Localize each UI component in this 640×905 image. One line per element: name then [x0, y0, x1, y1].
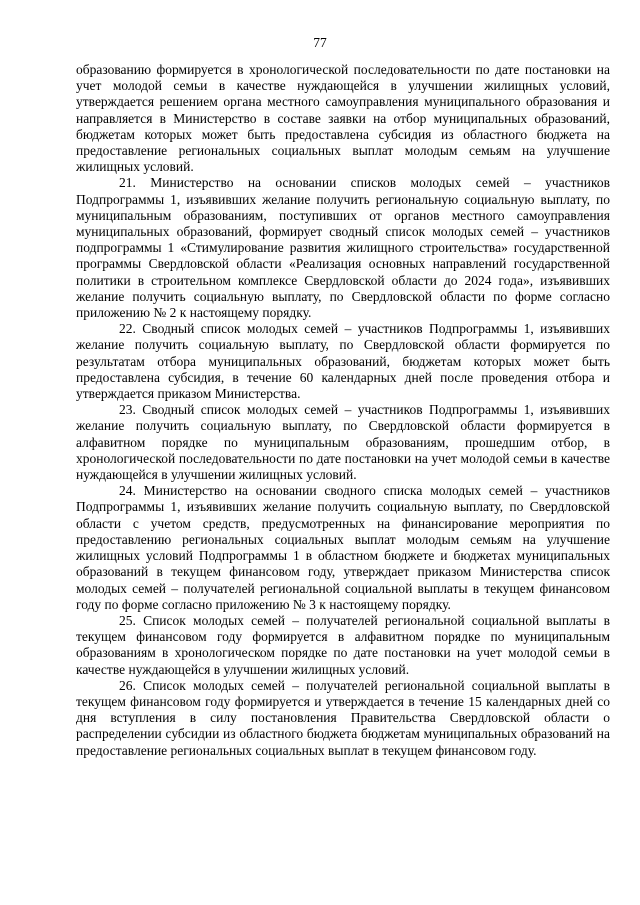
document-body	[76, 62, 610, 759]
paragraph-24: 24. Министерство на основании сводного списка молодых семей – участников Подпрограммы 1, изъявивших желание получить социальную выплату, по Свердловской области с учетом средств, предусмотренных на финансирование мероприятия по предоставлению региональных социальных выплат молодым семьям на улучшение жилищных условий Подпрограммы 1 в областном бюджете и бюджетах муниципальных образований в текущем финансовом году, утверждает приказом Министерства список молодых семей – получателей региональной социальной выплаты в текущем финансовом году по форме согласно приложению № 3 к настоящему порядку.	[76, 483, 610, 612]
paragraph-25: 25. Список молодых семей – получателей региональной социальной выплаты в текущем финансовом году формируется в алфавитном порядке по муниципальным образованиям в хронологическом порядке по дате постановки на учет молодой семьи в качестве нуждающейся в улучшении жилищных условий.	[76, 612, 610, 677]
paragraph-21: 21. Министерство на основании списков молодых семей – участников Подпрограммы 1, изъявивших желание получить региональную социальную выплату, по муниципальным образованиям, поступивших от органов местного самоуправления муниципальных образований, формирует сводный список молодых семей – участников подпрограммы 1 «Стимулирование развития жилищного строительства» государственной программы Свердловской области «Реализация основных направлений государственной политики в строительном комплексе Свердловской области до 2024 года», изъявивших желание получить социальную выплату, по Свердловской области по форме согласно приложению № 2 к настоящему порядку.	[76, 175, 610, 321]
paragraph-23: 23. Сводный список молодых семей – участников Подпрограммы 1, изъявивших желание получить социальную выплату, по Свердловской области формируется в алфавитном порядке по муниципальным образованиям, прошедшим отбор, в хронологической последовательности по дате постановки на учет молодой семьи в качестве нуждающейся в улучшении жилищных условий.	[76, 402, 610, 483]
page-number: 77	[313, 35, 327, 50]
paragraph-26: 26. Список молодых семей – получателей региональной социальной выплаты в текущем финансовом году формируется и утверждается в течение 15 календарных дней со дня вступления в силу постановления Правительства Свердловской области о распределении субсидии из областного бюджета бюджетам муниципальных образований на предоставление региональных социальных выплат в текущем финансовом году.	[76, 677, 610, 758]
paragraph-continuation: образованию формируется в хронологической последовательности по дате постановки на учет молодой семьи в качестве нуждающейся в улучшении жилищных условий, утверждается решением органа местного самоуправления муниципального образования и направляется в Министерство в составе заявки на отбор муниципальных образований, бюджетам которых может быть предоставлена субсидия из областного бюджета на предоставление региональных социальных выплат молодым семьям на улучшение жилищных условий.	[76, 62, 610, 175]
paragraph-22: 22. Сводный список молодых семей – участников Подпрограммы 1, изъявивших желание получить социальную выплату, по Свердловской области формируется по результатам отбора муниципальных образований, бюджетам которых может быть предоставлена субсидия, в течение 60 календарных дней после проведения отбора и утверждается приказом Министерства.	[76, 321, 610, 402]
